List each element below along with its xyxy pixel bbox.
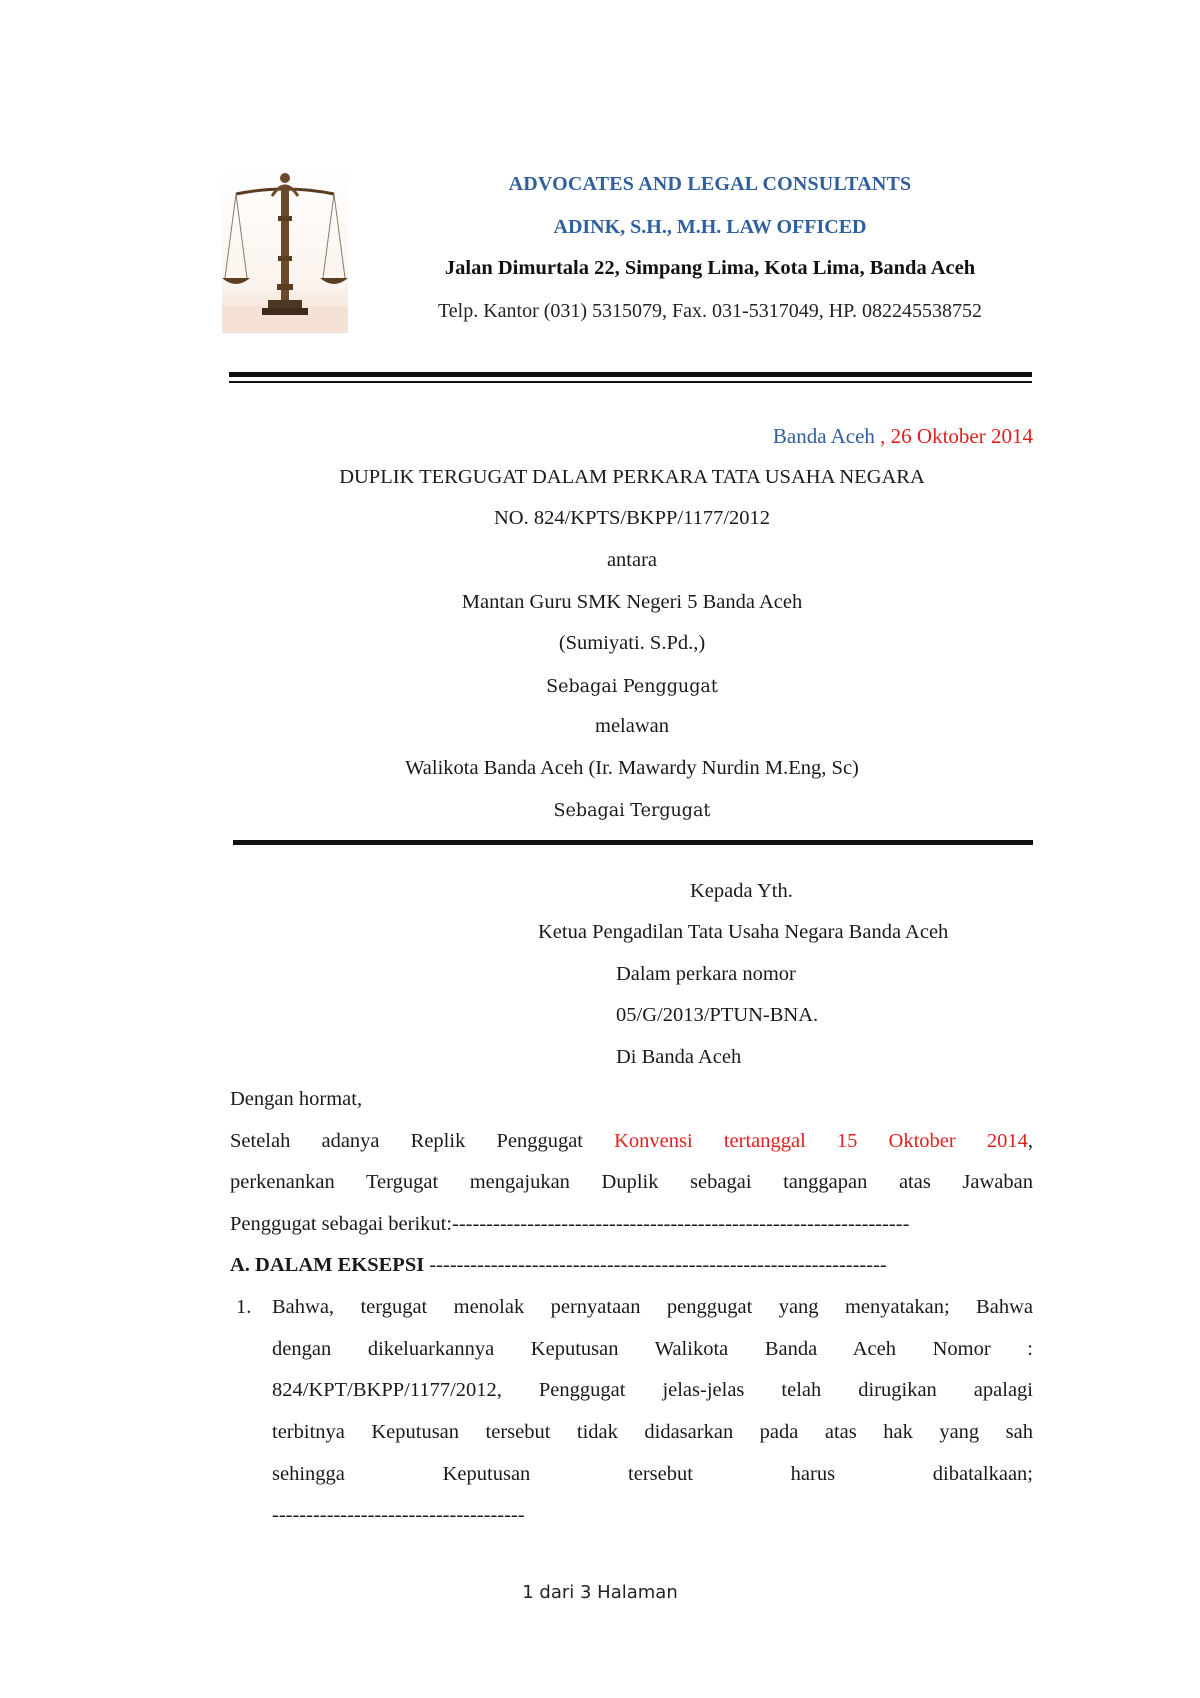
section-a-heading: [230, 1254, 1033, 1277]
intro-end: ,: [1027, 1130, 1033, 1152]
section-a-title: A. DALAM EKSEPSI: [230, 1254, 425, 1276]
firm-type: ADVOCATES AND LEGAL CONSULTANTS: [508, 173, 912, 195]
plaintiff-role: Sebagai Penggugat: [546, 677, 718, 697]
list-item-line: 824/KPT/BKPP/1177/2012, Penggugat jelas-jelas telah dirugikan apalagi: [272, 1379, 1033, 1401]
letterhead-divider-bottom: [229, 381, 1032, 383]
case-number: 05/G/2013/PTUN-BNA.: [616, 1004, 819, 1026]
list-item-line: Bahwa, tergugat menolak pernyataan penggugat yang menyatakan; Bahwa: [272, 1296, 1033, 1318]
date-place: Banda Aceh: [772, 424, 875, 448]
page-footer: 1 dari 3 Halaman: [522, 1582, 678, 1603]
scales-of-justice-icon: [222, 166, 348, 333]
document-title: DUPLIK TERGUGAT DALAM PERKARA TATA USAHA NEGARA: [339, 466, 925, 488]
letterhead-divider-top: [229, 372, 1032, 377]
intro-line-1: [230, 1130, 1033, 1153]
document-number: NO. 824/KPTS/BKPP/1177/2012: [493, 507, 771, 529]
firm-address: Jalan Dimurtala 22, Simpang Lima, Kota Lima, Banda Aceh: [444, 257, 976, 279]
intro-start: Setelah adanya Replik Penggugat: [230, 1130, 615, 1152]
intro-highlight: Konvensi tertanggal 15 Oktober 2014: [614, 1130, 1028, 1152]
case-label: Dalam perkara nomor: [616, 963, 796, 985]
versus-label: melawan: [595, 715, 669, 737]
firm-name: ADINK, S.H., M.H. LAW OFFICED: [553, 216, 867, 238]
title-divider: [233, 840, 1033, 845]
list-item-line: -------------------------------------: [272, 1504, 525, 1526]
list-item-line: dengan dikeluarkannya Keputusan Walikota Banda Aceh Nomor :: [272, 1338, 1033, 1360]
defendant-name: Walikota Banda Aceh (Ir. Mawardy Nurdin M.Eng, Sc): [405, 757, 859, 779]
plaintiff-name: (Sumiyati. S.Pd.,): [558, 632, 706, 654]
list-item-line: sehingga Keputusan tersebut harus dibatalkaan;: [272, 1463, 1033, 1485]
defendant-role: Sebagai Tergugat: [553, 801, 711, 821]
date-separator: ,: [874, 424, 891, 448]
letter-date: [773, 424, 1033, 449]
list-item-line: terbitnya Keputusan tersebut tidak didasarkan pada atas hak yang sah: [272, 1421, 1033, 1443]
firm-contact: Telp. Kantor (031) 5315079, Fax. 031-5317049, HP. 082245538752: [437, 300, 983, 322]
section-a-dashes: -------------------------------------------------------------------: [424, 1254, 887, 1276]
between-label: antara: [606, 549, 658, 571]
intro-line-2: perkenankan Tergugat mengajukan Duplik sebagai tanggapan atas Jawaban: [230, 1171, 1033, 1193]
list-item-number: 1.: [236, 1296, 252, 1318]
intro-line-3: Penggugat sebagai berikut:-------------------------------------------------------------------: [230, 1213, 910, 1235]
date-day: 26 Oktober 2014: [890, 424, 1033, 448]
addressee-recipient: Ketua Pengadilan Tata Usaha Negara Banda Aceh: [538, 921, 949, 943]
salutation: Dengan hormat,: [230, 1088, 363, 1110]
plaintiff-description: Mantan Guru SMK Negeri 5 Banda Aceh: [461, 591, 803, 613]
addressee-location: Di Banda Aceh: [616, 1046, 742, 1068]
addressee-greeting: Kepada Yth.: [690, 880, 793, 902]
